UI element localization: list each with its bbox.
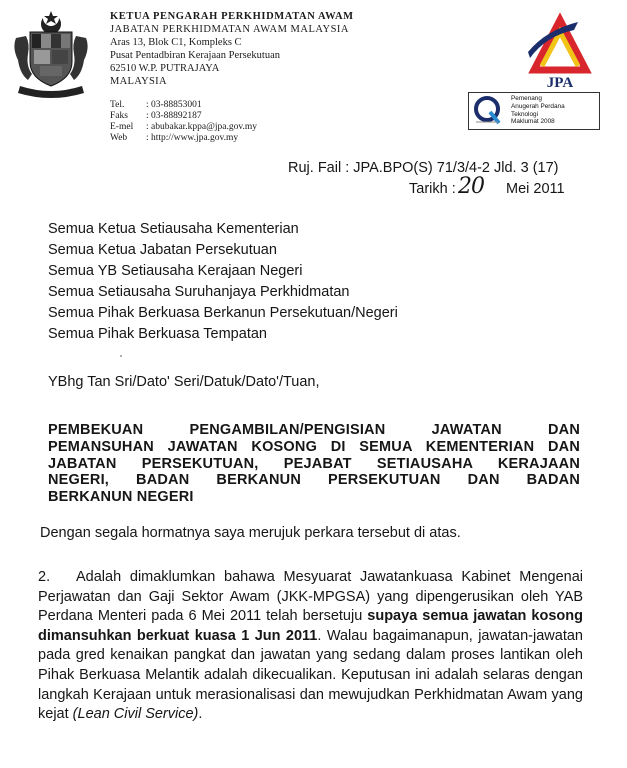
paragraph-2 [38,568,583,725]
paragraph-italic-text: (Lean Civil Service) [72,706,199,723]
subject-line: JABATAN PERSEKUTUAN, PEJABAT SETIAUSAHA KERAJAAN [48,455,580,472]
opening-greeting: Dengan segala hormatnya saya merujuk perkara tersebut di atas. [40,525,461,541]
letterhead-address-line: MALAYSIA [110,76,167,87]
contact-tel [110,100,202,111]
award-line: Teknologi [511,110,539,118]
recipient-line: Semua Pihak Berkuasa Tempatan [48,326,267,342]
award-q-icon [470,94,504,126]
contact-label: E-mel [110,122,134,132]
recipient-line: Semua Ketua Setiausaha Kementerian [48,221,299,237]
award-line: Pemenang [511,95,542,102]
letterhead-organisation: KETUA PENGARAH PERKHIDMATAN AWAM [110,11,354,22]
salutation: YBhg Tan Sri/Dato' Seri/Datuk/Dato'/Tuan, [48,374,320,390]
contact-value: : http://www.jpa.gov.my [146,133,239,143]
award-line: Anugerah Perdana [511,102,565,110]
contact-web [110,133,238,144]
award-line: Maklumat 2008 [511,118,555,126]
coat-of-arms-emblem [10,8,92,100]
contact-email [110,122,257,133]
subject-line: PEMBEKUAN PENGAMBILAN/PENGISIAN JAWATAN DAN [48,422,580,438]
letter-subject [48,422,580,506]
contact-fax [110,111,202,122]
contact-label: Tel. [110,100,125,110]
scan-speck [120,355,122,357]
paragraph-number: 2. [38,569,51,585]
paragraph-bold-text: supaya semua jawatan kosong dimansuhkan berkuat kuasa 1 Jun 2011 [38,608,583,644]
contact-value: : abubakar.kppa@jpa.gov.my [146,122,258,132]
recipient-line: Semua YB Setiausaha Kerajaan Negeri [48,263,303,279]
date-label: Tarikh : [409,181,456,197]
contact-label: Faks [110,111,128,121]
contact-value: : 03-88853001 [146,100,202,110]
award-text [511,95,565,126]
subject-line: BERKANUN NEGERI [48,489,194,506]
paragraph-text: Adalah dimaklumkan bahawa Mesyuarat Jawatankuasa Kabinet Mengenai Perjawatan dan Gaji Sektor Awam (JKK-MPGSA) yang dipengerusikan oleh YAB Perdana Menteri pada 6 Mei 2011 telah bersetuju [38,569,583,625]
subject-line: NEGERI, BADAN BERKANUN PERSEKUTUAN DAN BADAN [48,472,580,489]
contact-label: Web [110,133,128,143]
jpa-logo [522,8,598,92]
letterhead-department: JABATAN PERKHIDMATAN AWAM MALAYSIA [110,24,349,35]
recipient-line: Semua Setiausaha Suruhanjaya Perkhidmatan [48,284,350,300]
file-reference: Ruj. Fail : JPA.BPO(S) 71/3/4-2 Jld. 3 (17) [288,160,559,176]
letterhead-address-line: 62510 W.P. PUTRAJAYA [110,63,220,74]
paragraph-text: . Walau bagaimanapun, jawatan-jawatan pada gred kenaikan pangkat dan jawatan yang sedang dalam proses lantikan oleh Pihak Berkuasa Melantik adalah dikecualikan. Keputusan ini adalah selaras dengan langkah Kerajaan untuk merasionalisasi dan mewujudkan Perkhidmatan Awam yang kejat [38,627,583,723]
date-month-year: Mei 2011 [506,181,565,197]
jpa-logo-text: JPA [546,75,574,91]
subject-line: PEMANSUHAN JAWATAN KOSONG DI SEMUA KEMENTERIAN DAN [48,438,580,455]
recipient-line: Semua Pihak Berkuasa Berkanun Persekutuan/Negeri [48,305,398,321]
letterhead-address-line: Aras 13, Blok C1, Kompleks C [110,37,242,48]
date-handwritten-day: 20 [458,174,484,199]
paragraph-text: . [198,706,203,723]
recipient-line: Semua Ketua Jabatan Persekutuan [48,242,277,258]
contact-value: : 03-88892187 [146,111,202,121]
letterhead-address-line: Pusat Pentadbiran Kerajaan Persekutuan [110,50,280,61]
